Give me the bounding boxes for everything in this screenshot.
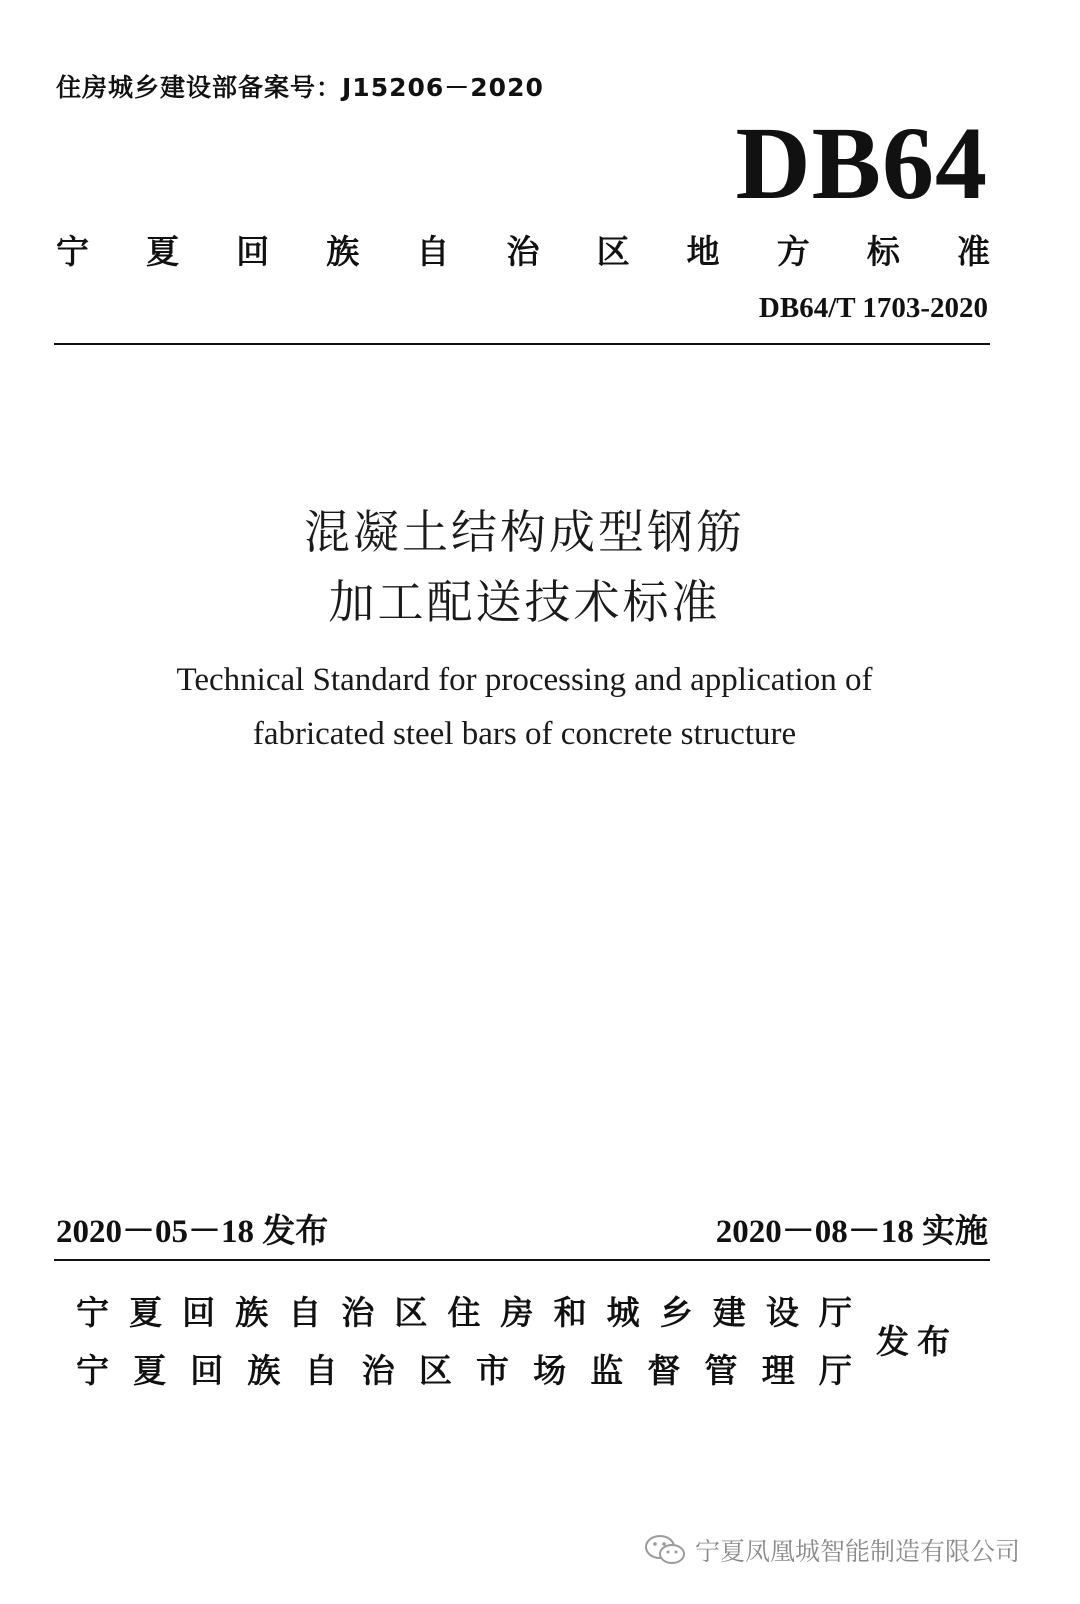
publish-date-value: 2020－05－18	[56, 1214, 254, 1250]
standard-type-char: 回	[236, 232, 270, 271]
standard-type-char: 地	[686, 232, 720, 271]
top-rule	[54, 343, 990, 345]
bottom-rule	[54, 1259, 990, 1261]
implement-date	[716, 1205, 988, 1252]
watermark	[643, 1532, 1020, 1568]
issuer1-char: 乡	[659, 1293, 693, 1332]
wechat-icon	[643, 1534, 687, 1566]
title-zh-line1: 混凝土结构成型钢筋	[304, 505, 745, 559]
title-en-line2: fabricated steel bars of concrete structure	[252, 716, 797, 752]
standard-number: DB64/T 1703-2020	[758, 292, 988, 324]
issuer1-char: 回	[182, 1293, 216, 1332]
issuer2-char: 市	[475, 1351, 509, 1390]
standard-type-char: 宁	[56, 232, 89, 271]
watermark-text: 宁夏凤凰城智能制造有限公司	[694, 1537, 1020, 1566]
issuer2-char: 场	[533, 1351, 567, 1390]
issuer1-char: 房	[500, 1293, 534, 1332]
issuer1-char: 宁	[76, 1293, 109, 1332]
issuer1-char: 设	[765, 1293, 799, 1332]
record-number: 住房城乡建设部备案号：J15206－2020	[56, 73, 544, 102]
issuer2-char: 区	[418, 1351, 452, 1390]
title-zh-line2: 加工配送技术标准	[328, 575, 721, 629]
issuer1-char: 住	[447, 1293, 481, 1332]
issuer2-char: 理	[761, 1351, 795, 1390]
publish-date	[56, 1205, 328, 1252]
standard-type-char: 准	[956, 232, 990, 271]
standard-type-char: 夏	[146, 232, 180, 271]
issuer2-char: 夏	[133, 1351, 167, 1390]
issuer-housing-department	[76, 1287, 852, 1334]
title-en-line1: Technical Standard for processing and application of	[176, 662, 873, 698]
issue-verb: 发布	[876, 1322, 958, 1361]
issuer1-char: 厅	[818, 1293, 852, 1332]
standard-type-char: 治	[506, 232, 540, 271]
issuer1-char: 夏	[129, 1293, 163, 1332]
issuer1-char: 自	[288, 1293, 322, 1332]
standard-type	[56, 226, 990, 273]
implement-label: 实施	[922, 1211, 988, 1250]
issuer1-char: 建	[712, 1293, 746, 1332]
issuer1-char: 治	[341, 1293, 375, 1332]
issuer2-char: 宁	[76, 1351, 109, 1390]
standard-type-char: 自	[416, 232, 450, 271]
standard-type-char: 区	[596, 232, 630, 271]
issuer1-char: 和	[553, 1293, 587, 1332]
issuer2-char: 厅	[818, 1351, 852, 1390]
issuer-market-regulation	[76, 1345, 852, 1392]
issuer1-char: 族	[235, 1293, 269, 1332]
standard-type-char: 方	[776, 232, 810, 271]
standard-type-char: 标	[866, 232, 900, 271]
issuer1-char: 区	[394, 1293, 428, 1332]
issuer2-char: 督	[647, 1351, 681, 1390]
issuer2-char: 监	[590, 1351, 624, 1390]
issuer2-char: 回	[190, 1351, 224, 1390]
implement-date-value: 2020－08－18	[715, 1214, 914, 1250]
issuer2-char: 治	[361, 1351, 395, 1390]
standard-type-char: 族	[326, 232, 360, 271]
issuer2-char: 管	[704, 1351, 738, 1390]
issuer2-char: 族	[247, 1351, 281, 1390]
issuer1-char: 城	[606, 1293, 640, 1332]
issuer2-char: 自	[304, 1351, 338, 1390]
publish-label: 发布	[262, 1211, 329, 1250]
standard-code-prefix: DB64	[735, 106, 988, 221]
